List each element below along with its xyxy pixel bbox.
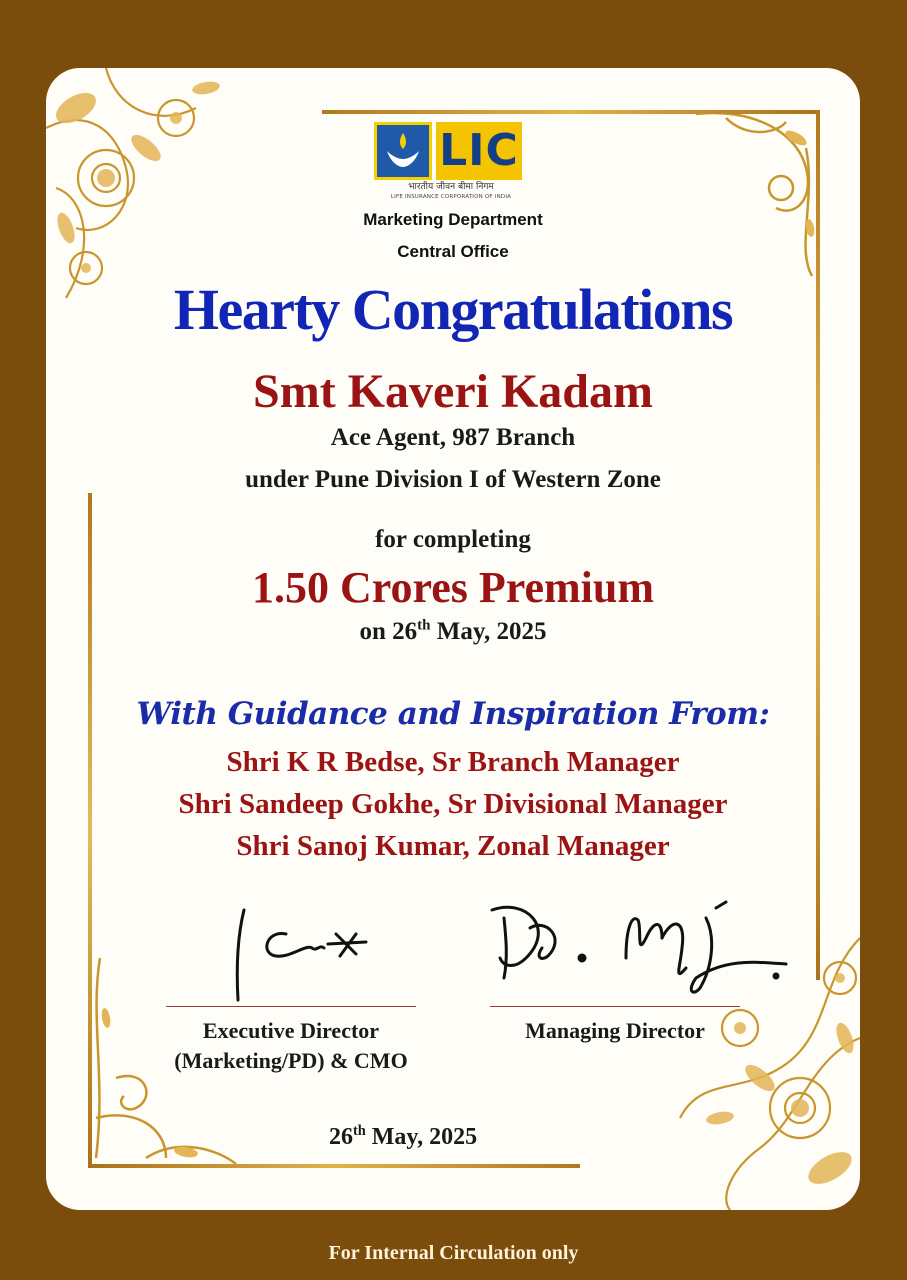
issue-date [46,1124,810,1151]
issue-date-day: 26 [328,1124,353,1150]
lic-hindi-name: भारतीय जीवन बीमा निगम [408,182,494,192]
signatory-executive-director [136,1016,446,1076]
achievement-date [46,618,860,646]
mentor-line: Shri Sanoj Kumar, Zonal Manager [236,830,670,862]
lic-emblem-icon [374,122,432,180]
signature-managing-director [486,898,796,998]
mentor-line: Shri Sandeep Gokhe, Sr Divisional Manager [178,788,728,820]
achievement-date-suffix: May, 2025 [430,618,547,645]
achievement-milestone: 1.50 Crores Premium [251,563,655,612]
frame-line-top [322,110,818,114]
frame-line-bottom [88,1164,580,1168]
department-label: Marketing Department [363,210,543,229]
signature-line [490,1006,740,1007]
office-label: Central Office [397,242,509,261]
recipient-role: Ace Agent, 987 Branch [330,424,576,451]
footer-note: For Internal Circulation only [328,1242,579,1264]
signatory-managing-director [460,1016,770,1046]
lic-english-name: LIFE INSURANCE CORPORATION OF INDIA [390,194,512,200]
signature-line [166,1006,416,1007]
achievement-date-prefix: on 26 [359,618,418,645]
recipient-division: under Pune Division I of Western Zone [245,466,661,493]
certificate-card [46,68,860,1210]
issue-date-sup: th [352,1123,366,1139]
issue-date-rest: May, 2025 [365,1124,478,1150]
recipient-name: Smt Kaveri Kadam [253,365,653,418]
lic-logo [374,120,526,202]
achievement-date-sup: th [417,617,431,634]
signatory-subtitle: (Marketing/PD) & CMO [174,1048,408,1073]
mentor-line: Shri K R Bedse, Sr Branch Manager [226,746,680,778]
guidance-heading: With Guidance and Inspiration From: [136,696,770,732]
headline: Hearty Congratulations [173,277,733,342]
signature-executive-director [216,904,386,1004]
lic-wordmark: LIC [436,122,522,180]
achievement-intro: for completing [375,526,531,553]
signatory-title: Executive Director [202,1018,380,1043]
signatory-title: Managing Director [525,1018,705,1043]
